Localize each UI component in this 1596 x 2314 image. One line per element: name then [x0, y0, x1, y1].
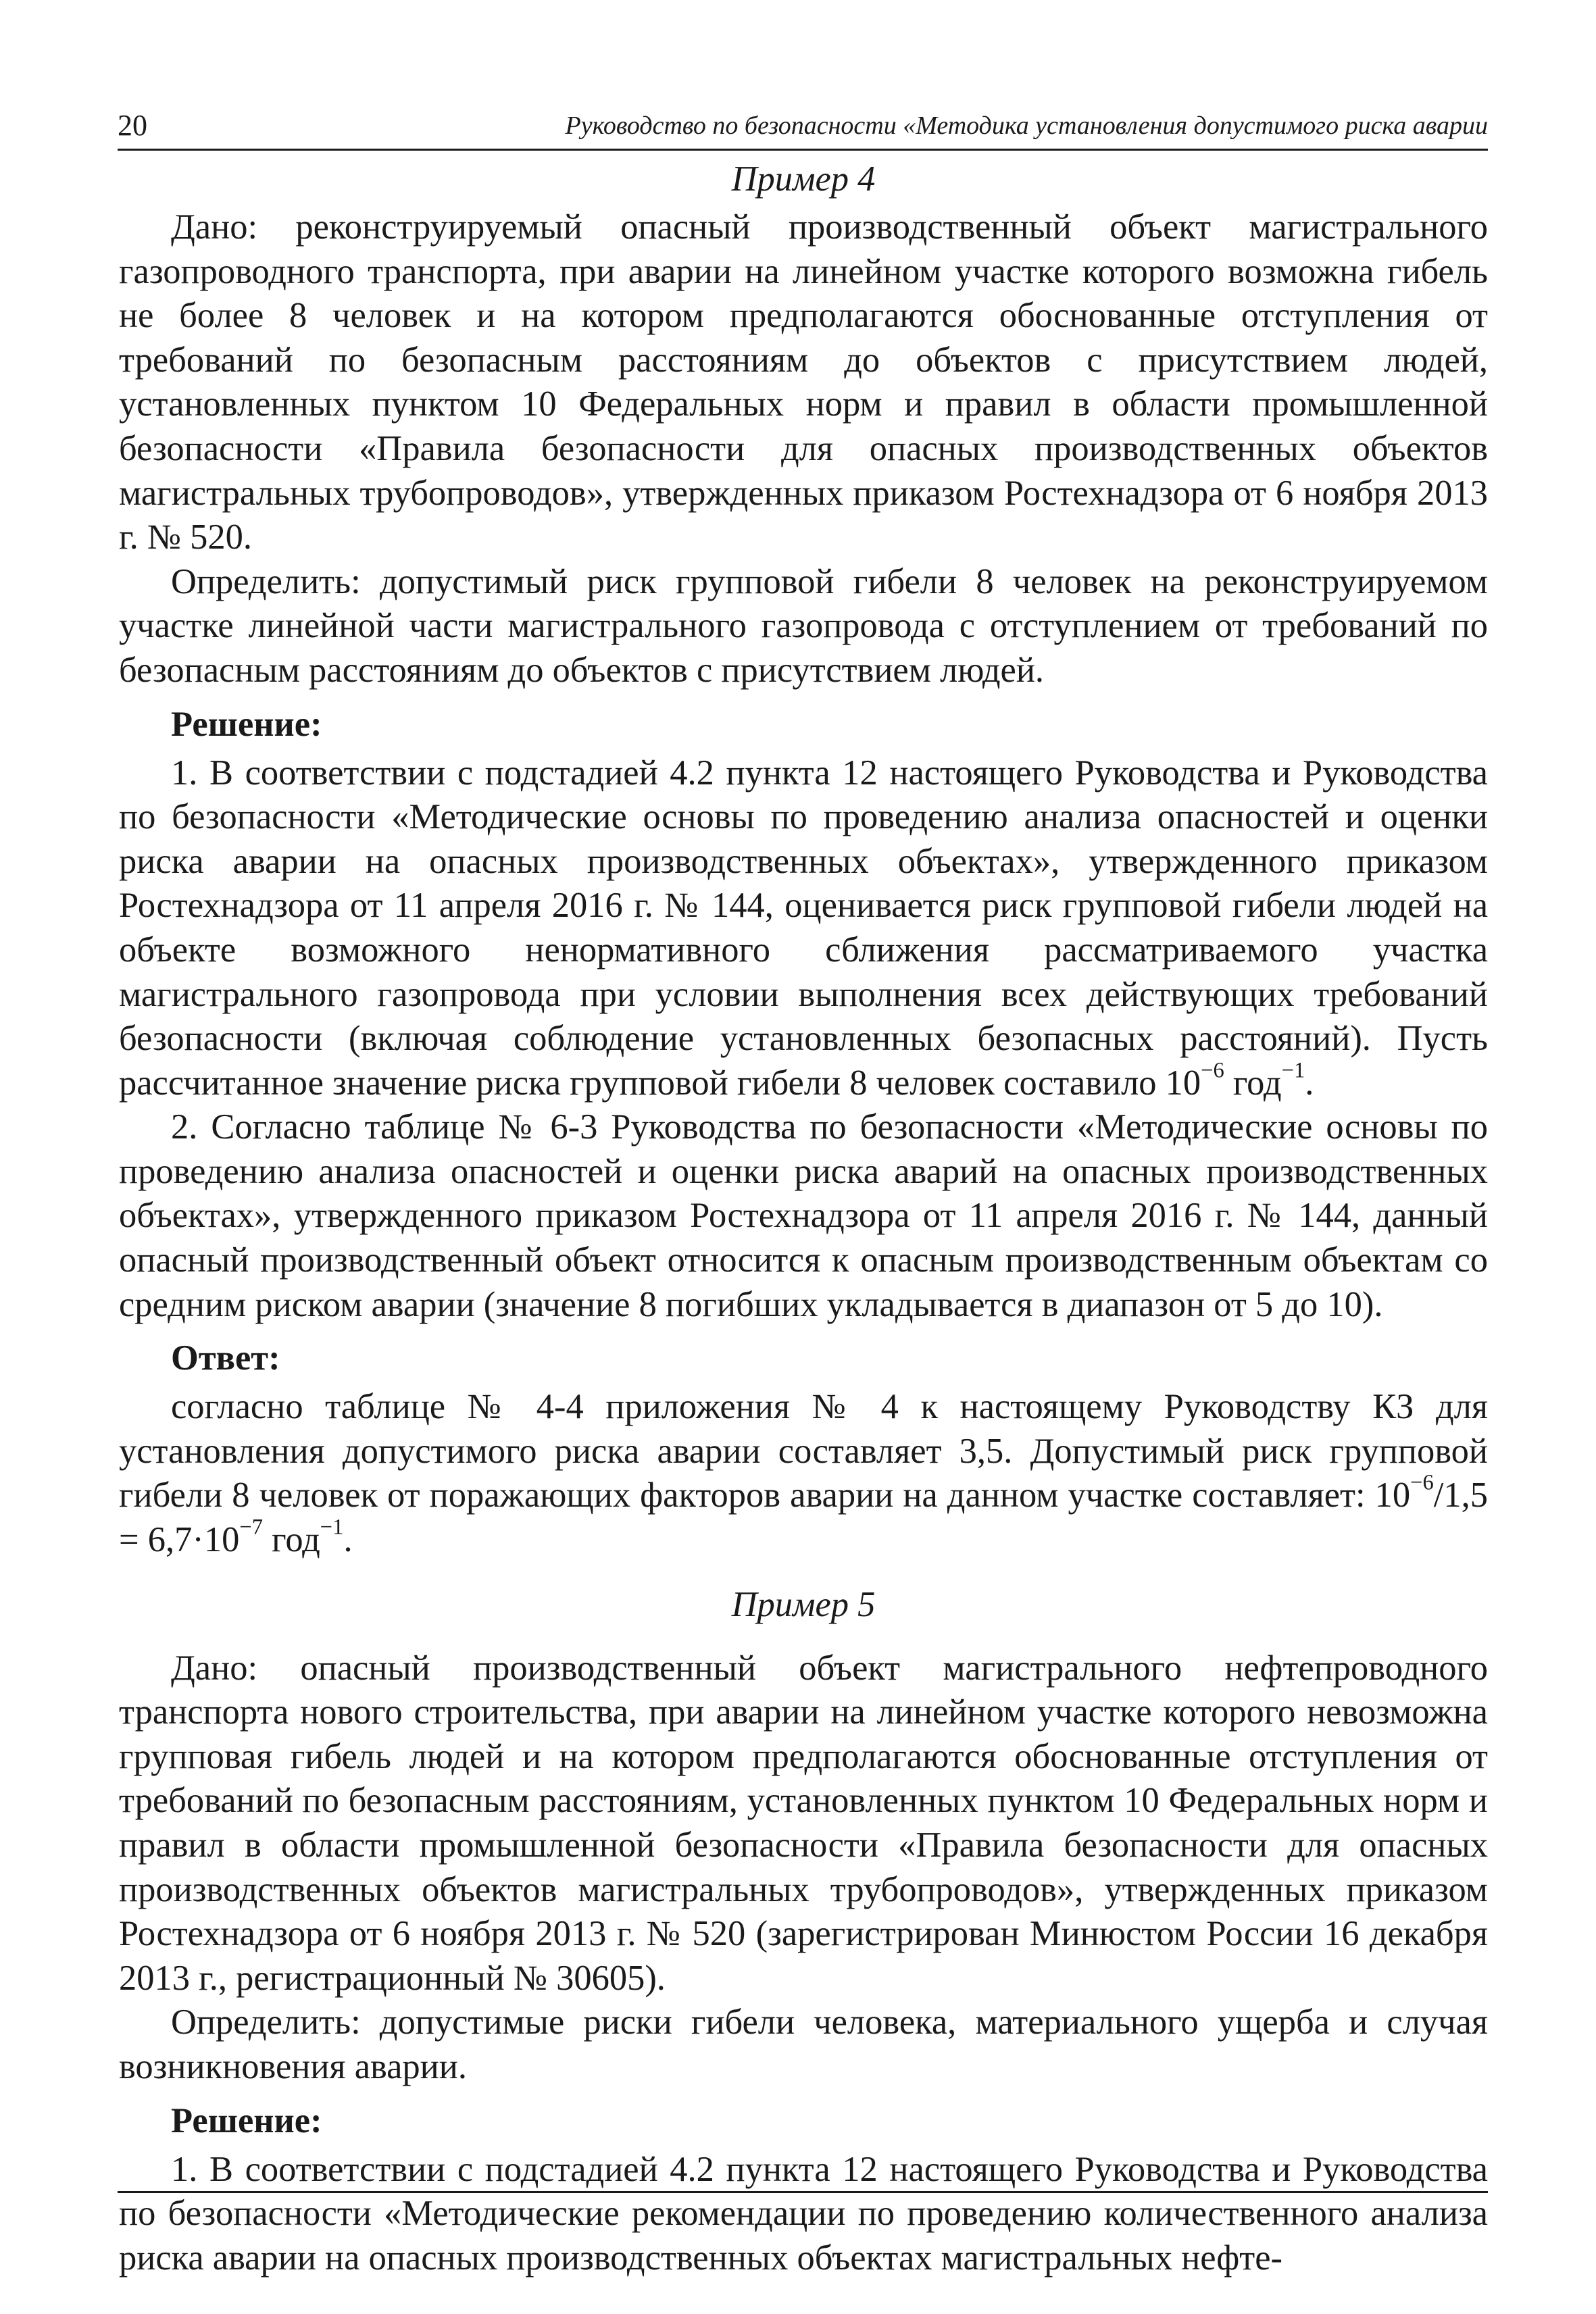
running-title: Руководство по безопасности «Методика установления допустимого риска аварии: [565, 111, 1488, 140]
footer-divider: [118, 2191, 1488, 2193]
example-5-given: Дано: опасный производственный объект магистрального нефтепроводного транспорта нового строительства, при аварии на линейном участке которого невозможна групповая гибель людей и на котором предполагаются обоснованные отступления от требований по безопасным расстояниям, установленных пунктом 10 Федеральных норм и правил в области промышленной безопасности «Правила безопасности для опасных производственных объектов магистральных трубопроводов», утвержденных приказом Ростехнадзора от 6 ноября 2013 г. № 520 (зарегистрирован Минюстом России 16 декабря 2013 г., регистрационный № 30605).: [119, 1648, 1488, 1998]
example-5-title: Пример 5: [731, 1584, 876, 1624]
unit-text: год: [262, 1520, 320, 1560]
page-body: [119, 153, 1488, 2280]
period: .: [343, 1520, 353, 1560]
example-4-title: Пример 4: [731, 159, 876, 199]
example-4-answer-label: Ответ:: [171, 1338, 280, 1378]
example-4-step-1: [119, 751, 1488, 1106]
answer-text: согласно таблице № 4-4 приложения № 4 к настоящему Руководству КЗ для установления допустимого риска аварии составляет 3,5. Допустимый риск групповой гибели 8 человек от поражающих факторов аварии на данном участке составляет: 10: [119, 1387, 1488, 1515]
unit-text: год: [1224, 1063, 1282, 1103]
exponent: −7: [239, 1515, 263, 1540]
example-4-step-2: 2. Согласно таблице № 6-3 Руководства по безопасности «Методические основы по проведению анализа опасностей и оценки риска аварий на опасных производственных объектах», утвержденного приказом Ростехнадзора от 11 апреля 2016 г. № 144, данный опасный производственный объект относится к опасным производственным объектам со средним риском аварии (значение 8 погибших укладывается в диапазон от 5 до 10).: [119, 1107, 1488, 1324]
example-4-answer: [119, 1385, 1488, 1562]
exponent: −6: [1410, 1471, 1434, 1496]
period: .: [1305, 1063, 1314, 1103]
page-header: [118, 108, 1488, 151]
exponent: −6: [1201, 1058, 1224, 1083]
example-5-task: Определить: допустимые риски гибели человека, материального ущерба и случая возникновения аварии.: [119, 2003, 1488, 2086]
exponent: −1: [1281, 1058, 1305, 1083]
page-number: 20: [118, 109, 147, 142]
example-4-task: Определить: допустимый риск групповой гибели 8 человек на реконструируемом участке линейной части магистрального газопровода с отступлением от требований по безопасным расстояниям до объектов с присутствием людей.: [119, 561, 1488, 690]
exponent: −1: [320, 1515, 344, 1540]
step-1-text: 1. В соответствии с подстадией 4.2 пункта 12 настоящего Руководства и Руководства по безопасности «Методические основы по проведению анализа опасностей и оценки риска аварии на опасных производственных объектах», утвержденного приказом Ростехнадзора от 11 апреля 2016 г. № 144, оценивается риск групповой гибели людей на объекте возможного ненормативного сближения рассматриваемого участка магистрального газопровода при условии выполнения всех действующих требований безопасности (включая соблюдение установленных безопасных расстояний). Пусть рассчитанное значение риска групповой гибели 8 человек составило 10: [119, 753, 1488, 1103]
example-5-solution-label: Решение:: [171, 2101, 322, 2140]
example-4-given: Дано: реконструируемый опасный производственный объект магистрального газопроводного транспорта, при аварии на линейном участке которого возможна гибель не более 8 человек и на котором предполагаются обоснованные отступления от требований по безопасным расстояниям до объектов с присутствием людей, установленных пунктом 10 Федеральных норм и правил в области промышленной безопасности «Правила безопасности для опасных производственных объектов магистральных трубопроводов», утвержденных приказом Ростехнадзора от 6 ноября 2013 г. № 520.: [119, 207, 1488, 557]
formula-text: /1,5 = 6,7·10: [119, 1476, 1488, 1560]
example-5-step-1: 1. В соответствии с подстадией 4.2 пункта 12 настоящего Руководства и Руководства по безопасности «Методические рекомендации по проведению количественного анализа риска аварии на опасных производственных объектах магистральных нефте-: [119, 2149, 1488, 2278]
example-4-solution-label: Решение:: [171, 704, 322, 744]
